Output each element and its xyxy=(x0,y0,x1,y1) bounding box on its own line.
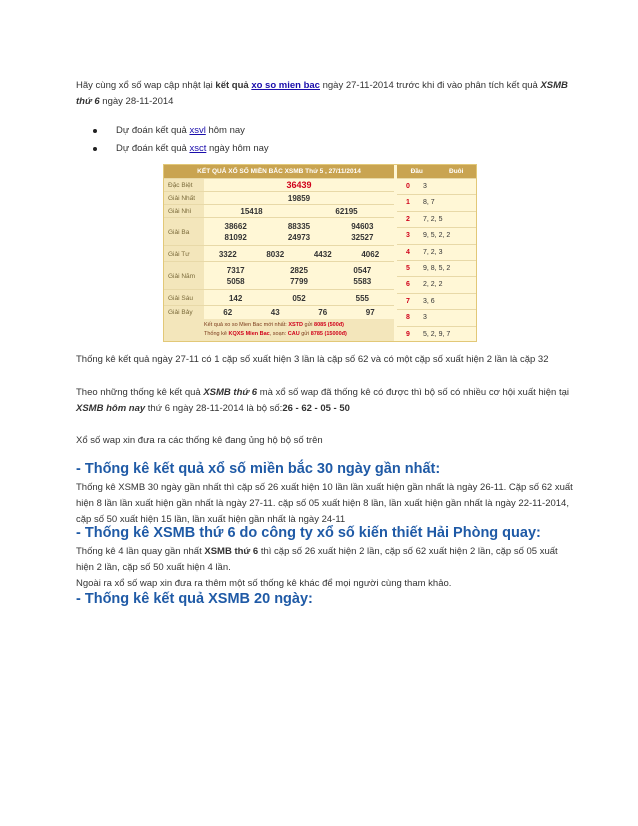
footer-text: gửi xyxy=(299,331,311,337)
prize-numbers xyxy=(204,246,394,262)
summary-paragraph: Thống kê kết quả ngày 27-11 có 1 cặp số xuất hiện 3 lần là cặp số 62 và có một cặp số xuất hiện 2 lần là cặp 32 xyxy=(76,354,549,365)
loto-row xyxy=(397,326,476,343)
loto-row xyxy=(397,244,476,261)
loto-row xyxy=(397,194,476,211)
prize-number: 76 xyxy=(318,308,328,317)
loto-tail-digits: 8, 7 xyxy=(423,199,435,207)
prize-row xyxy=(164,261,394,290)
heading-hai-phong: - Thống kê XSMB thứ 6 do công ty xổ số kiến thiết Hải Phòng quay: xyxy=(76,525,541,541)
bullet-text: Dự đoán kết quả xyxy=(116,125,190,136)
loto-tail-digits: 7, 2, 3 xyxy=(423,248,443,256)
predicted-numbers: 26 - 62 - 05 - 50 xyxy=(282,403,350,414)
prize-label: Giải Năm xyxy=(164,262,204,290)
loto-table xyxy=(397,165,476,341)
loto-row xyxy=(397,293,476,310)
prize-number: 36439 xyxy=(286,180,312,190)
loto-head-digit: 5 xyxy=(406,265,410,272)
prize-row xyxy=(164,204,394,218)
other-stats-paragraph: Ngoài ra xổ số wap xin đưa ra thêm một số thống kê khác để mọi người cùng tham khảo. xyxy=(76,578,452,589)
footer-number: 8785 (15000đ) xyxy=(310,331,347,337)
loto-tail-digits: 2, 2, 2 xyxy=(423,281,443,289)
p2-text: thứ 6 ngày 28-11-2014 là bộ số: xyxy=(145,403,283,414)
p5-xsmb: XSMB thứ 6 xyxy=(204,546,259,557)
p5-text: thì cặp số 26 xuất hiện 2 lần, cặp số 62 xuất hiện 2 lần, cặp số 05 xuất hiện 2 lần, cặp số 50 xuất hiện 4 lần. xyxy=(76,546,558,573)
prize-numbers xyxy=(204,306,394,319)
loto-row xyxy=(397,260,476,277)
prize-row xyxy=(164,305,394,319)
loto-head-digit: 1 xyxy=(406,199,410,207)
loto-tail-digits: 9, 8, 5, 2 xyxy=(423,265,451,272)
prize-number: 24973 xyxy=(287,233,311,242)
footer-code: XSTD xyxy=(288,322,303,328)
loto-head-digit: 8 xyxy=(406,314,410,322)
prize-number: 15418 xyxy=(240,207,263,216)
loto-tail-digits: 9, 5, 2, 2 xyxy=(423,232,451,240)
stats-30-days: Thống kê XSMB 30 ngày gần nhất thì cặp số 26 xuất hiện 10 lần lần xuất hiện gần nhất là ngày 26-11. Cặp số 62 xuất hiện 8 lần lần xuất hiện gần nhất là ngày 27-11. cặp số 05 xuất hiện 8 lần, lần xuất hiện gần nhất là ngày 22-11-2014, cặp số 50 xuất hiện 15 lần, lần xuất hiện gần nhất là ngày 24-11 xyxy=(76,482,573,525)
p5-text: Thống kê 4 lần quay gần nhất xyxy=(76,546,205,557)
footer-text: gửi xyxy=(303,322,315,328)
loto-tail-digits: 3 xyxy=(423,183,427,190)
loto-row xyxy=(397,178,476,195)
prize-numbers xyxy=(204,218,394,246)
prize-number: 0547 xyxy=(353,266,372,275)
loto-row xyxy=(397,276,476,293)
head-dau: Đầu xyxy=(410,168,423,175)
bullet-icon xyxy=(93,147,97,151)
p2-xsmb: XSMB thứ 6 xyxy=(203,387,258,398)
prize-row xyxy=(164,245,394,262)
prize-label: Giải Bảy xyxy=(164,306,204,319)
bullet-text: ngày hôm nay xyxy=(206,143,269,154)
loto-head-digit: 9 xyxy=(406,330,410,338)
loto-tail-digits: 3 xyxy=(423,314,427,322)
list-item xyxy=(76,123,576,139)
heading-30-days: - Thống kê kết quả xổ số miền bắc 30 ngày gần nhất: xyxy=(76,461,441,477)
loto-head-digit: 6 xyxy=(406,281,410,289)
loto-head-digit: 3 xyxy=(406,232,410,240)
prize-number: 7317 xyxy=(226,266,245,275)
prize-numbers xyxy=(204,290,394,306)
prize-number: 81092 xyxy=(224,233,247,242)
loto-tail-digits: 7, 2, 5 xyxy=(423,215,443,223)
prize-number: 8032 xyxy=(266,249,285,259)
intro-date: ngày 28-11-2014 xyxy=(99,96,174,107)
prize-number: 62 xyxy=(223,308,233,317)
table-footer xyxy=(164,319,394,341)
prize-label: Giải Ba xyxy=(164,218,204,246)
loto-header xyxy=(397,165,476,178)
xo-so-mien-bac-link[interactable]: xo so mien bac xyxy=(251,80,320,91)
loto-head-digit: 4 xyxy=(406,248,410,256)
prize-number: 43 xyxy=(270,308,280,317)
list-item xyxy=(76,141,576,157)
prize-number: 88335 xyxy=(287,222,311,231)
prize-row xyxy=(164,191,394,205)
prize-label: Giải Sáu xyxy=(164,290,204,306)
prize-number: 3322 xyxy=(218,249,237,259)
prize-row xyxy=(164,178,394,192)
prize-number: 94603 xyxy=(351,222,374,231)
prediction-list xyxy=(76,123,576,159)
prize-number: 97 xyxy=(365,308,375,317)
prize-number: 052 xyxy=(292,293,306,303)
result-table-image xyxy=(163,164,477,342)
p2-text: mà xổ số wap đã thống kê có được thì bộ số có nhiều cơ hội xuất hiện tại xyxy=(257,387,570,398)
support-paragraph: Xổ số wap xin đưa ra các thống kê đang ủng hộ bộ số trên xyxy=(76,435,323,446)
prize-label: Giải Tư xyxy=(164,246,204,262)
loto-head-digit: 7 xyxy=(406,297,410,305)
prize-number: 5058 xyxy=(226,277,245,286)
prize-label: Đặc Biệt xyxy=(164,179,204,192)
footer-text: Kết quả xo so Mien Bac mới nhất: xyxy=(204,322,289,328)
prize-number: 4432 xyxy=(313,249,332,259)
prize-row xyxy=(164,217,394,246)
loto-row xyxy=(397,227,476,244)
prize-number: 62195 xyxy=(335,207,358,216)
loto-head-digit: 0 xyxy=(406,183,410,190)
footer-text: , soạn: xyxy=(269,331,288,337)
loto-tail-digits: 5, 2, 9, 7 xyxy=(423,330,451,338)
xsvl-link[interactable]: xsvl xyxy=(189,125,206,136)
prize-number: 19859 xyxy=(287,194,311,203)
head-duoi: Đuôi xyxy=(449,168,464,175)
prize-number: 2825 xyxy=(290,266,308,275)
loto-tail-digits: 3, 6 xyxy=(423,297,435,305)
prize-number: 555 xyxy=(355,293,369,303)
bullet-text: hôm nay xyxy=(205,125,245,136)
prize-label: Giải Nhì xyxy=(164,205,204,218)
table-title: KẾT QUẢ XỔ SỐ MIỀN BẮC XSMB Thứ 5 , 27/11/2014 xyxy=(164,165,394,178)
prize-number: 4062 xyxy=(361,249,380,259)
intro-bold: kết quả xyxy=(215,80,249,91)
stats-friday xyxy=(76,544,576,576)
footer-code: KQXS Mien Bac xyxy=(228,331,270,337)
prize-number: 142 xyxy=(228,293,243,303)
intro-xsmb: XSMB thứ 6 xyxy=(76,80,568,107)
bullet-text: Dự đoán kết quả xyxy=(116,143,190,154)
prize-number: 32527 xyxy=(351,233,374,242)
prize-table xyxy=(164,165,394,341)
intro-text-2: ngày 27-11-2014 trước khi đi vào phân tích kết quả xyxy=(319,80,541,91)
loto-row xyxy=(397,309,476,326)
prediction-paragraph xyxy=(76,385,576,417)
bullet-icon xyxy=(93,129,97,133)
intro-paragraph xyxy=(76,78,576,110)
prize-number: 7799 xyxy=(290,277,308,286)
p2-text: Theo những thống kê kết quả xyxy=(76,387,204,398)
intro-text: Hãy cùng xổ số wap cập nhật lại xyxy=(76,80,216,91)
footer-text: Thống kê xyxy=(204,331,229,337)
p2-xsmb-today: XSMB hôm nay xyxy=(76,403,146,414)
prize-row xyxy=(164,289,394,306)
loto-row xyxy=(397,211,476,228)
footer-number: 8085 (500đ) xyxy=(314,322,344,328)
footer-code: CAU xyxy=(287,331,300,337)
heading-20-days: - Thống kê kết quả XSMB 20 ngày: xyxy=(76,591,313,607)
prize-numbers xyxy=(204,262,394,290)
prize-number: 38662 xyxy=(224,222,247,231)
prize-number: 5583 xyxy=(353,277,372,286)
loto-head-digit: 2 xyxy=(406,215,410,223)
xsct-link[interactable]: xsct xyxy=(189,143,207,154)
prize-label: Giải Nhất xyxy=(164,192,204,205)
